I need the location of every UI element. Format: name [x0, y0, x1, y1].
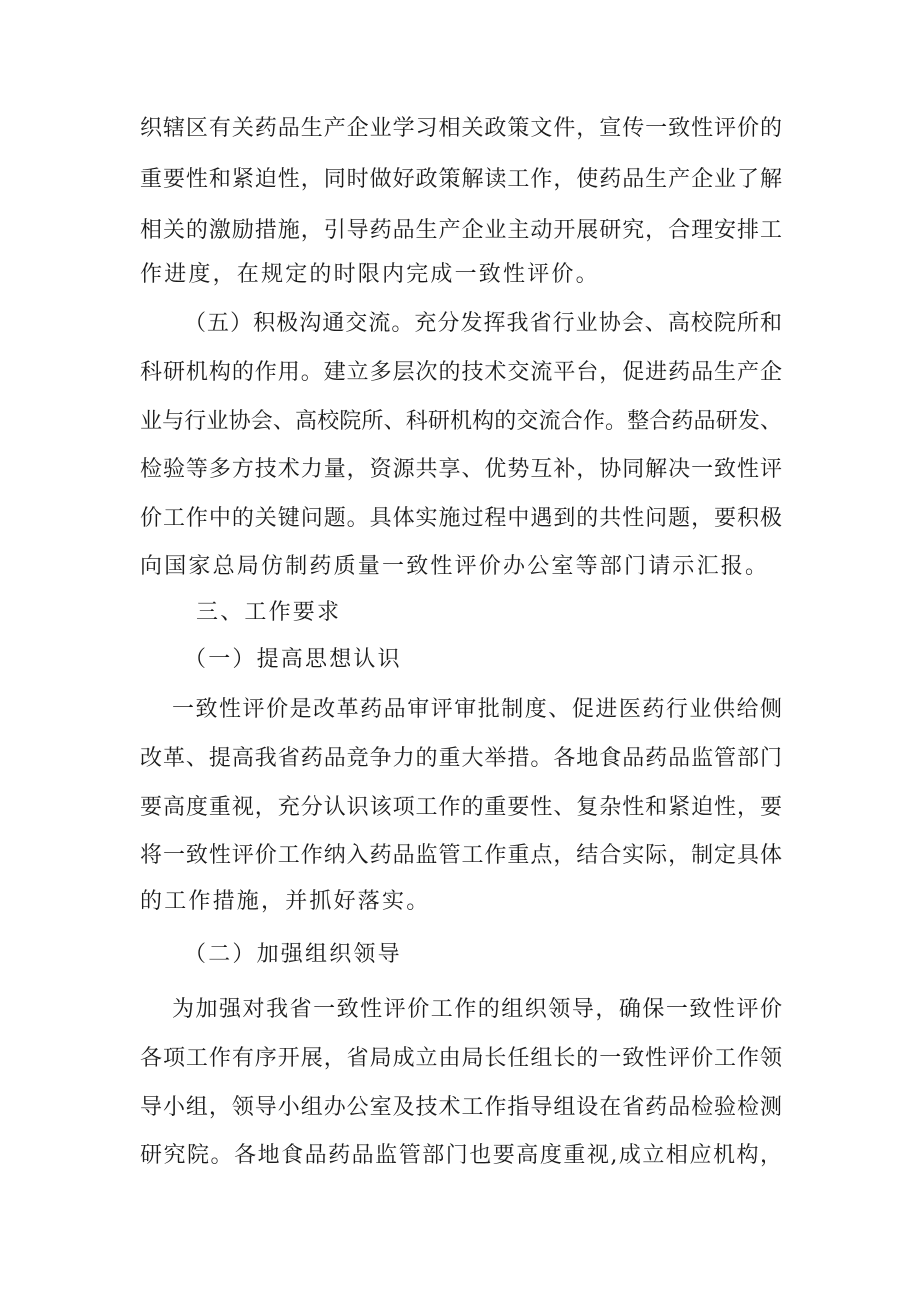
body-text-line: 研究院。各地食品药品监管部门也要高度重视,成立相应机构， [140, 1143, 782, 1168]
paragraph-heading-five: （五）积极沟通交流。充分发挥我省行业协会、高校院所和 [184, 311, 782, 336]
body-text-line: 重要性和紧迫性，同时做好政策解读工作，使药品生产企业了解 [140, 167, 782, 192]
body-text-line: 价工作中的关键问题。具体实施过程中遇到的共性问题，要积极 [140, 506, 782, 531]
body-text-line: 科研机构的作用。建立多层次的技术交流平台，促进药品生产企 [140, 360, 782, 385]
body-text-line: 导小组，领导小组办公室及技术工作指导组设在省药品检验检测 [140, 1095, 782, 1120]
subsection-heading: （一）提高思想认识 [184, 647, 402, 672]
body-text-line: 将一致性评价工作纳入药品监管工作重点，结合实际，制定具体 [140, 843, 782, 868]
body-text-line: 检验等多方技术力量，资源共享、优势互补，协同解决一致性评 [140, 457, 782, 482]
body-text-line: 为加强对我省一致性评价工作的组织领导，确保一致性评价 [172, 997, 782, 1022]
body-text-line: 作进度，在规定的时限内完成一致性评价。 [140, 262, 600, 287]
body-text-line: 改革、提高我省药品竞争力的重大举措。各地食品药品监管部门 [140, 746, 782, 771]
body-text-line: 的工作措施，并抓好落实。 [140, 889, 431, 914]
body-text-line: 业与行业协会、高校院所、科研机构的交流合作。整合药品研发、 [140, 409, 782, 434]
subsection-heading: （二）加强组织领导 [184, 942, 402, 967]
body-text-line: 一致性评价是改革药品审评审批制度、促进医药行业供给侧 [172, 697, 782, 722]
body-text-line: 各项工作有序开展，省局成立由局长任组长的一致性评价工作领 [140, 1046, 782, 1071]
body-text-line: 织辖区有关药品生产企业学习相关政策文件，宣传一致性评价的 [140, 116, 782, 141]
body-text-line: 要高度重视，充分认识该项工作的重要性、复杂性和紧迫性，要 [140, 795, 782, 820]
body-text-line: 相关的激励措施，引导药品生产企业主动开展研究，合理安排工 [140, 218, 782, 243]
section-heading: 三、工作要求 [196, 600, 342, 625]
body-text-line: 向国家总局仿制药质量一致性评价办公室等部门请示汇报。 [140, 554, 770, 579]
